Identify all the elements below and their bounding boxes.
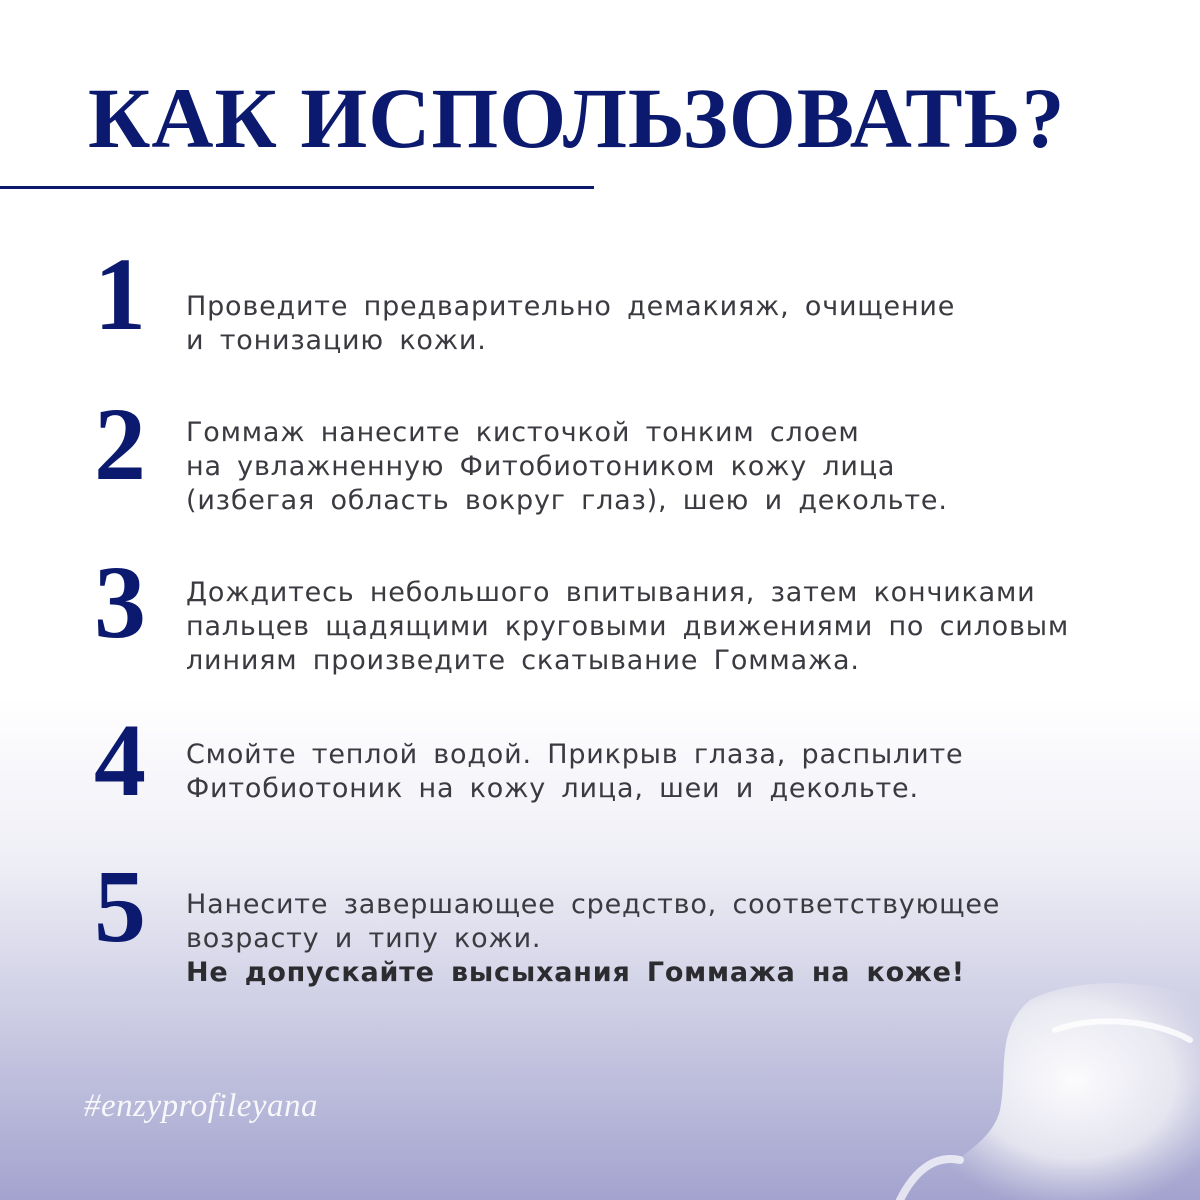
page-title: КАК ИСПОЛЬЗОВАТЬ? — [88, 70, 1066, 166]
step-text-line: возрасту и типу кожи. — [186, 923, 542, 954]
gel-texture-image — [880, 960, 1200, 1200]
step-text-line: Гоммаж нанесите кисточкой тонким слоем — [186, 417, 860, 448]
warning-text: Не допускайте высыхания Гоммажа на коже! — [186, 957, 965, 988]
step-text-line: Дождитесь небольшого впитывания, затем кончиками — [186, 577, 1036, 608]
step-text-line: на увлажненную Фитобиотоником кожу лица — [186, 451, 896, 482]
step-text-line: линиям произведите скатывание Гоммажа. — [186, 645, 860, 676]
hashtag: #enzyprofileyana — [84, 1088, 319, 1124]
step-text-line: Смойте теплой водой. Прикрыв глаза, распылите — [186, 739, 964, 770]
step-text-line: (избегая область вокруг глаз), шею и декольте. — [186, 485, 948, 516]
step-text — [186, 416, 1176, 518]
step-number: 2 — [94, 387, 146, 502]
step-number: 3 — [94, 545, 146, 660]
step-text-line: Проведите предварительно демакияж, очищение — [186, 291, 956, 322]
step-number: 4 — [94, 703, 146, 818]
title-divider — [0, 186, 594, 189]
step-text-line: и тонизацию кожи. — [186, 325, 487, 356]
step-text — [186, 290, 1176, 358]
step-text-line: пальцев щадящими круговыми движениями по силовым — [186, 611, 1070, 642]
step-text-line: Нанесите завершающее средство, соответствующее — [186, 889, 1001, 920]
step-text-line: Фитобиотоник на кожу лица, шеи и декольте. — [186, 773, 919, 804]
step-number: 1 — [94, 237, 146, 352]
step-text — [186, 738, 1176, 806]
step-text — [186, 576, 1176, 678]
step-number: 5 — [94, 849, 146, 964]
